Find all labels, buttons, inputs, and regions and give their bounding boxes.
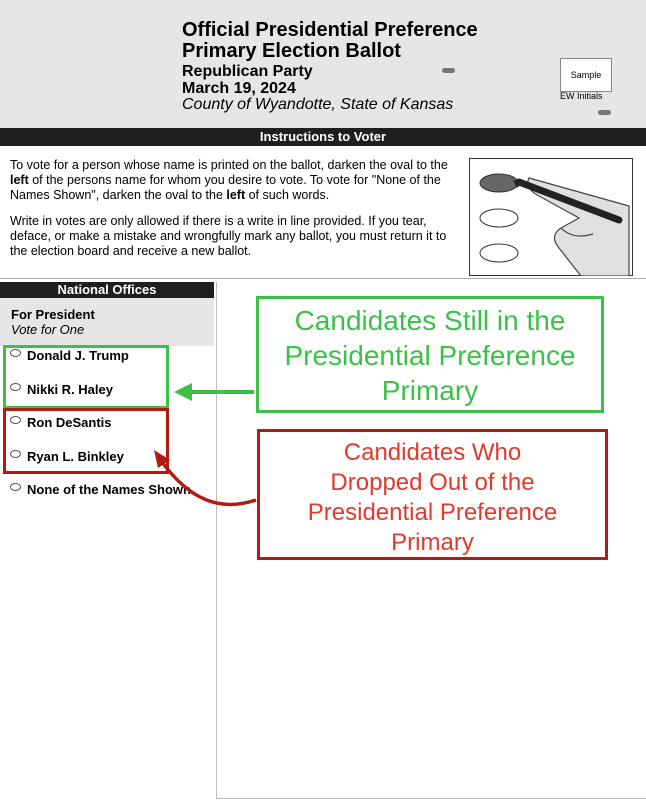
candidate-option[interactable]: None of the Names Shown xyxy=(10,482,191,497)
candidate-option[interactable]: Donald J. Trump xyxy=(10,348,129,363)
instructions-paragraph-1: To vote for a person whose name is printed on the ballot, darken the oval to the left of the persons name for whom you desire to vote. To vote for "None of the Names Shown", darken the oval to the left of such words. xyxy=(10,158,448,202)
national-offices-heading: National Offices xyxy=(0,282,214,298)
sample-label: Sample xyxy=(570,70,602,80)
election-date: March 19, 2024 xyxy=(182,80,296,97)
ballot-title: Official Presidential Preference Primary Election Ballot xyxy=(182,19,478,62)
ew-initials-label: EW Initials xyxy=(560,91,603,101)
instructions-body xyxy=(0,146,646,279)
race-header xyxy=(0,298,214,346)
instructions-paragraph-2: Write in votes are only allowed if there is a write in line provided. If you tear, deface, or make a mistake and wrongfully mark any ballot, you must return it to the election board and receive a new ballot. xyxy=(10,214,447,258)
party-name: Republican Party xyxy=(182,63,313,80)
party-and-date xyxy=(182,63,313,97)
still-in-callout: Candidates Still in the Presidential Preference Primary xyxy=(256,296,604,413)
race-instruction: Vote for One xyxy=(11,322,85,337)
candidate-option[interactable]: Ron DeSantis xyxy=(10,415,112,430)
instructions-heading: Instructions to Voter xyxy=(0,128,646,146)
county-state: County of Wyandotte, State of Kansas xyxy=(182,96,454,113)
vote-oval[interactable] xyxy=(10,483,21,491)
marking-example-illustration xyxy=(469,158,633,276)
candidate-option[interactable]: Ryan L. Binkley xyxy=(10,449,124,464)
candidate-option[interactable]: Nikki R. Haley xyxy=(10,382,113,397)
ballot-header xyxy=(0,0,646,128)
still-in-highlight xyxy=(3,345,169,409)
dropped-out-highlight xyxy=(3,408,169,474)
timing-mark xyxy=(442,68,455,73)
dropped-out-callout: Candidates Who Dropped Out of the Presidential Preference Primary xyxy=(257,429,608,560)
timing-mark xyxy=(598,110,611,115)
sample-stamp-box xyxy=(560,58,612,92)
race-title: For President xyxy=(11,307,95,322)
